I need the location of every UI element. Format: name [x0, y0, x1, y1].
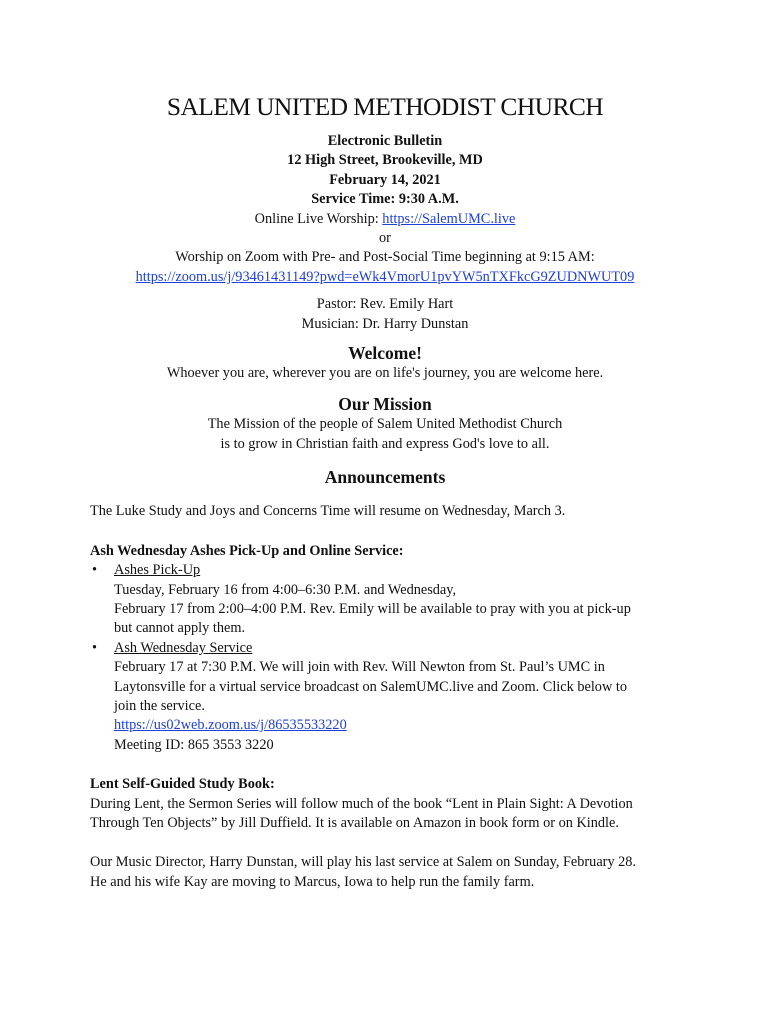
bulletin-header	[90, 92, 680, 334]
pickup-line-1: Tuesday, February 16 from 4:00–6:30 P.M. and Wednesday,	[114, 581, 457, 598]
service-line-2: Laytonsville for a virtual service broadcast on SalemUMC.live and Zoom. Click below to	[114, 678, 627, 695]
ash-wednesday-list	[90, 561, 680, 755]
bullet-icon: •	[92, 562, 98, 579]
service-time: Service Time: 9:30 A.M.	[311, 191, 459, 208]
bulletin-page	[90, 92, 680, 892]
zoom-link[interactable]: https://zoom.us/j/93461431149?pwd=eWk4VmorU1pvYW5nTXFkcG9ZUDNWUT09	[135, 268, 635, 285]
luke-study-text: The Luke Study and Joys and Concerns Time will resume on Wednesday, March 3.	[90, 503, 566, 520]
pickup-line-2: February 17 from 2:00–4:00 P.M. Rev. Emily will be available to pray with you at pick-up	[114, 600, 631, 617]
pastor-text: Pastor: Rev. Emily Hart	[316, 296, 454, 313]
church-title: SALEM UNITED METHODIST CHURCH	[166, 92, 604, 121]
announcements-section	[90, 466, 680, 892]
mission-line-2: is to grow in Christian faith and express God's love to all.	[220, 435, 550, 452]
online-worship-line	[90, 210, 680, 229]
list-item	[90, 561, 680, 639]
welcome-section	[90, 342, 680, 383]
mission-section	[90, 393, 680, 454]
church-address: 12 High Street, Brookeville, MD	[287, 152, 483, 169]
list-item	[90, 639, 680, 755]
meeting-id: Meeting ID: 865 3553 3220	[114, 736, 274, 753]
announcements-heading: Announcements	[324, 467, 446, 488]
mission-line-1: The Mission of the people of Salem United Methodist Church	[207, 416, 563, 433]
welcome-text: Whoever you are, wherever you are on life's journey, you are welcome here.	[166, 365, 604, 382]
ash-wednesday-heading: Ash Wednesday Ashes Pick-Up and Online Service:	[90, 542, 404, 559]
zoom-line	[82, 268, 688, 287]
bulletin-date: February 14, 2021	[329, 171, 441, 188]
music-line-2: He and his wife Kay are moving to Marcus, Iowa to help run the family farm.	[90, 873, 535, 890]
mission-heading: Our Mission	[338, 394, 432, 415]
pickup-line-3: but cannot apply them.	[114, 620, 246, 637]
musician-text: Musician: Dr. Harry Dunstan	[301, 315, 469, 332]
ashes-pickup-title: Ashes Pick-Up	[114, 562, 201, 579]
welcome-heading: Welcome!	[348, 343, 422, 364]
lent-line-2: Through Ten Objects” by Jill Duffield. It is available on Amazon in book form or on Kindle.	[90, 814, 619, 831]
lent-study-heading: Lent Self-Guided Study Book:	[90, 776, 275, 793]
zoom-text: Worship on Zoom with Pre- and Post-Social Time beginning at 9:15 AM:	[175, 249, 595, 266]
service-line-3: join the service.	[114, 697, 205, 714]
service-line-1: February 17 at 7:30 P.M. We will join with Rev. Will Newton from St. Paul’s UMC in	[114, 659, 605, 676]
ash-service-title: Ash Wednesday Service	[114, 639, 253, 656]
ash-service-zoom-link[interactable]: https://us02web.zoom.us/j/86535533220	[114, 717, 347, 734]
or-text: or	[379, 230, 391, 247]
online-worship-label: Online Live Worship:	[254, 210, 383, 227]
bulletin-label: Electronic Bulletin	[327, 133, 443, 149]
bullet-icon: •	[92, 639, 98, 656]
music-line-1: Our Music Director, Harry Dunstan, will play his last service at Salem on Sunday, February 28.	[90, 854, 637, 871]
online-worship-link[interactable]: https://SalemUMC.live	[382, 210, 516, 227]
lent-line-1: During Lent, the Sermon Series will follow much of the book “Lent in Plain Sight: A Devotion	[90, 795, 633, 812]
